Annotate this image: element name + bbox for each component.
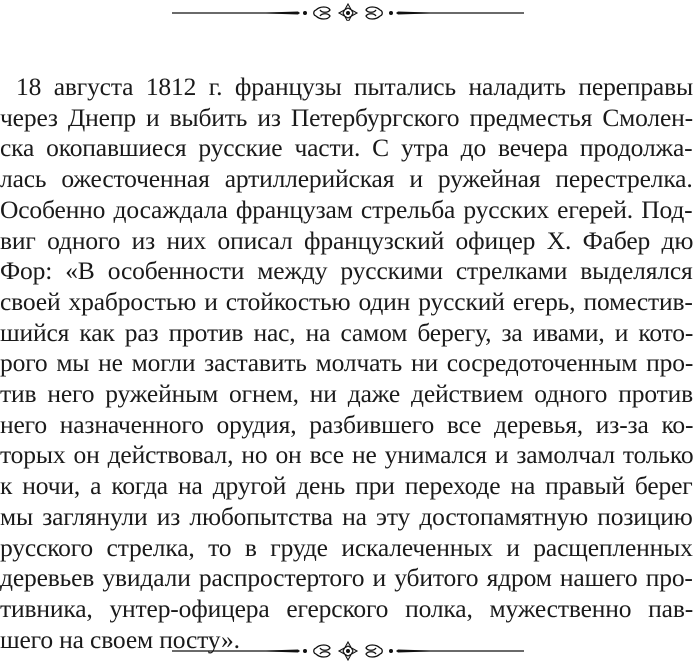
text-line: шийся как раз против нас, на самом берегу, за ивами, и кото- [0, 317, 694, 347]
bottom-ornament-divider [0, 641, 696, 661]
document-body [0, 72, 693, 655]
text-line: Особенно досаждала французам стрельба русских егерей. Под- [0, 194, 693, 224]
text-line: ска окопавшиеся русские части. С утра до вечера продолжа- [0, 133, 693, 163]
text-line: 18 августа 1812 г. французы пытались наладить переправы [16, 72, 693, 101]
text-line: него назначенного орудия, разбившего все деревья, из-за ко- [0, 409, 694, 439]
text-line: русского стрелка, то в груде искалеченных и расщепленных [0, 532, 693, 562]
text-line: виг одного из них описал французский офицер Х. Фабер дю [0, 225, 694, 255]
text-line: шего на своем посту». [0, 624, 240, 654]
text-line: тив него ружейным огнем, ни даже действием одного против [0, 379, 693, 409]
text-line: деревьев увидали распростертого и убитого ядром нашего про- [0, 563, 693, 593]
top-ornament-divider [0, 1, 696, 21]
text-line: мы заглянули из любопытства на эту достопамятную позицию [0, 501, 693, 531]
text-line: через Днепр и выбить из Петербургского предместья Смолен- [0, 102, 694, 132]
text-line: торых он действовал, но он все не унимался и замолчал только [0, 440, 694, 470]
text-line: тивника, унтер-офицера егерского полка, мужественно пав- [0, 593, 694, 623]
text-line: рого мы не могли заставить молчать ни сосредоточенным про- [0, 348, 694, 378]
text-line: к ночи, а когда на другой день при переходе на правый берег [0, 471, 693, 501]
text-line: лась ожесточенная артиллерийская и ружейная перестрелка. [0, 164, 693, 194]
text-line: своей храбростью и стойкостью один русский егерь, поместив- [0, 286, 693, 316]
text-line: Фор: «В особенности между русскими стрелками выделялся [0, 256, 693, 286]
